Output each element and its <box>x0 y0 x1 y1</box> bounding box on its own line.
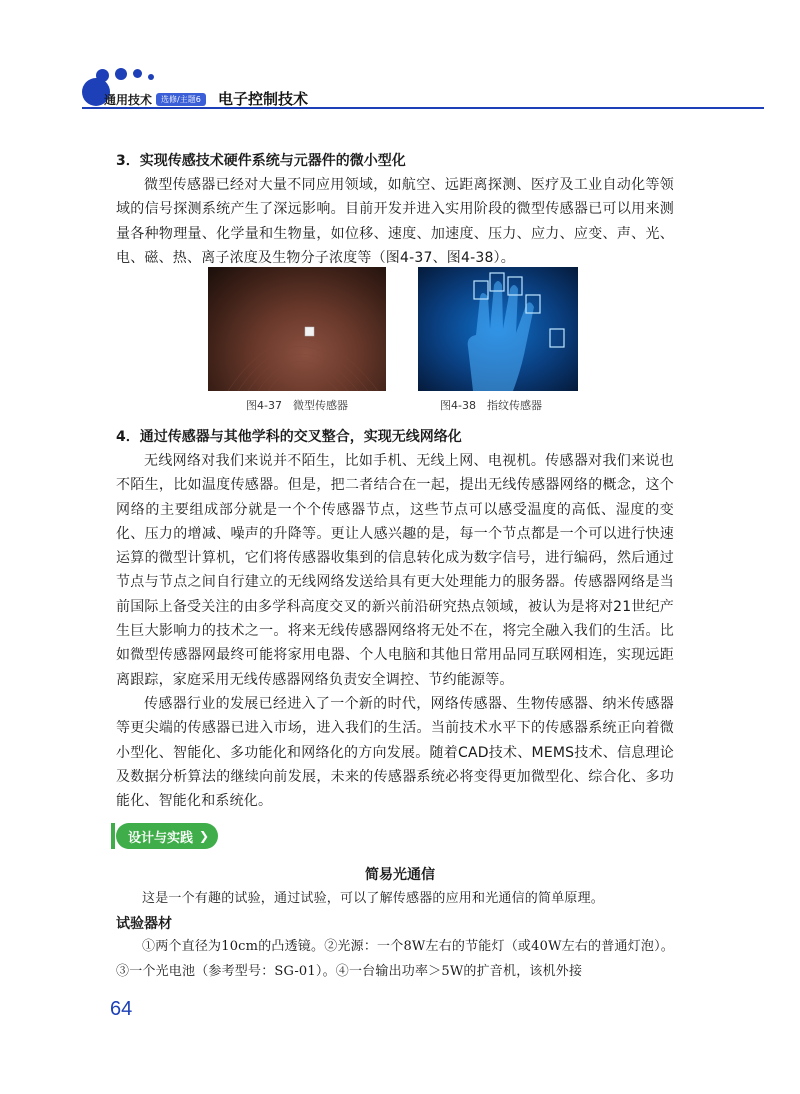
practice-badge <box>116 823 218 849</box>
book-name: 通用技术 <box>104 92 153 107</box>
figure-4-37-caption: 图4-37 微型传感器 <box>246 399 348 412</box>
micro-sensor-photo <box>208 267 386 391</box>
section-4-paragraph-2: 传感器行业的发展已经进入了一个新的时代，网络传感器、生物传感器、纳米传感器等更尖端的传感器已进入市场，进入我们的生活。当前技术水平下的传感器系统正向着微小型化、智能化、多功能化和网络化的方向发展。随着CAD技术、MEMS技术、信息理论及数据分析算法的继续向前发展，未来的传感器系统必将变得更加微型化、综合化、多功能化、智能化和系统化。 <box>116 695 674 810</box>
page-number: 64 <box>110 998 133 1020</box>
dot-medium <box>96 69 109 82</box>
section-3-heading: 3．实现传感技术硬件系统与元器件的微小型化 <box>116 153 406 169</box>
header-book-tag <box>104 91 206 107</box>
materials-heading: 试验器材 <box>116 916 172 933</box>
section-4-heading: 4．通过传感器与其他学科的交叉整合，实现无线网络化 <box>116 429 462 445</box>
section-3 <box>116 150 674 270</box>
practice-intro: 这是一个有趣的试验，通过试验，可以了解传感器的应用和光通信的简单原理。 <box>142 891 605 906</box>
section-4-paragraph-1: 无线网络对我们来说并不陌生，比如手机、无线上网、电视机。传感器对我们来说也不陌生，比如温度传感器。但是，把二者结合在一起，提出无线传感器网络的概念，这个网络的主要组成部分就是一个个传感器节点，这些节点可以感受温度的高低、湿度的变化、压力的增减、噪声的升降等。更让人感兴趣的是，每一个节点都是一个可以进行快速运算的微型计算机，它们将传感器收集到的信息转化成为数字信号，进行编码，然后通过节点与节点之间自行建立的无线网络发送给具有更大处理能力的服务器。传感器网络是当前国际上备受关注的由多学科高度交叉的新兴前沿研究热点领域，被认为是将对21世纪产生巨大影响力的技术之一。将来无线传感器网络将无处不在，将完全融入我们的生活。比如微型传感器网最终可能将家用电器、个人电脑和其他日常用品同互联网相连，实现远距离跟踪，家庭采用无线传感器网络负责安全调控、节约能源等。 <box>116 453 674 688</box>
practice-badge-label: 设计与实践 <box>128 830 194 846</box>
chapter-title: 电子控制技术 <box>218 90 309 108</box>
dot-small <box>133 69 142 78</box>
chevron-right-icon: ❯ <box>199 829 210 843</box>
section-3-paragraph: 微型传感器已经对大量不同应用领域，如航空、远距离探测、医疗及工业自动化等领域的信号探测系统产生了深远影响。目前开发并进入实用阶段的微型传感器已可以用来测量各种物理量、化学量和生物量，如位移、速度、加速度、压力、应力、应变、声、光、电、磁、热、离子浓度及生物分子浓度等（图4-37、图4-38）。 <box>116 177 674 266</box>
series-badge: 选修/主题6 <box>156 93 206 106</box>
header-rule <box>82 107 764 109</box>
materials-text: ①两个直径为10cm的凸透镜。②光源：一个8W左右的节能灯（或40W左右的普通灯泡）。③一个光电池（参考型号：SG-01）。④一台输出功率＞5W的扩音机，该机外接 <box>116 939 674 979</box>
dot-medium <box>115 68 127 80</box>
practice-bar <box>111 823 115 849</box>
practice-body <box>116 887 674 984</box>
figure-4-38-caption: 图4-38 指纹传感器 <box>440 399 542 412</box>
dot-tiny <box>148 74 154 80</box>
fingerprint-sensor-photo <box>418 267 578 391</box>
section-4 <box>116 426 674 813</box>
practice-title: 简易光通信 <box>365 867 435 883</box>
